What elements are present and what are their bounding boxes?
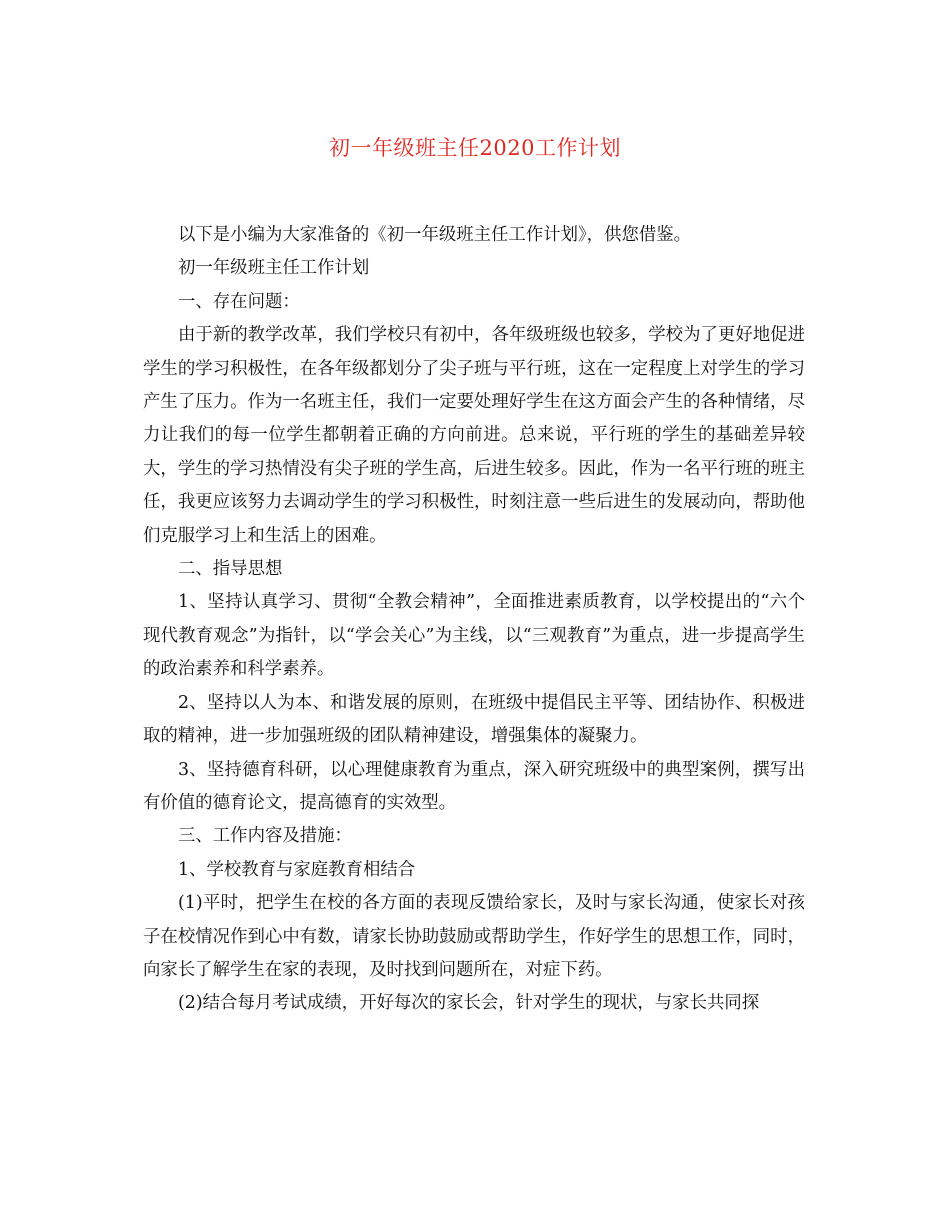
paragraph-subtitle: 初一年级班主任工作计划 bbox=[178, 258, 370, 279]
document-title: 初一年级班主任2020工作计划 bbox=[329, 136, 621, 160]
paragraph-intro: 以下是小编为大家准备的《初一年级班主任工作计划》，供您借鉴。 bbox=[178, 225, 692, 245]
paragraph-guiding-3: 3、坚持德育科研，以心理健康教育为重点，深入研究班级中的典型案例，撰写出有价值的德育论文，提高德育的实效型。 bbox=[143, 759, 805, 813]
paragraph-measure-1: (1)平时，把学生在校的各方面的表现反馈给家长，及时与家长沟通，使家长对孩子在校情况作到心中有数，请家长协助鼓励或帮助学生，作好学生的思想工作，同时，向家长了解学生在家的表现，及时找到问题所在，对症下药。 bbox=[143, 893, 805, 980]
subheading-school-family: 1、学校教育与家庭教育相结合 bbox=[178, 859, 416, 880]
paragraph-guiding-2: 2、坚持以人为本、和谐发展的原则，在班级中提倡民主平等、团结协作、积极进取的精神，进一步加强班级的团队精神建设，增强集体的凝聚力。 bbox=[143, 692, 805, 747]
section-heading-problems: 一、存在问题： bbox=[178, 291, 300, 312]
paragraph-guiding-1: 1、坚持认真学习、贯彻“全教会精神”，全面推进素质教育，以学校提出的“六个现代教育观念”为指针，以“学会关心”为主线，以“三观教育”为重点，进一步提高学生的政治素养和科学素养。 bbox=[143, 592, 805, 680]
paragraph-measure-2: (2)结合每月考试成绩，开好每次的家长会，针对学生的现状，与家长共同探 bbox=[178, 993, 760, 1014]
paragraph-problems: 由于新的教学改革，我们学校只有初中，各年级班级也较多，学校为了更好地促进学生的学习积极性，在各年级都划分了尖子班与平行班，这在一定程度上对学生的学习产生了压力。作为一名班主任，我们一定要处理好学生在这方面会产生的各种情绪，尽力让我们的每一位学生都朝着正确的方向前进。总来说，平行班的学生的基础差异较大，学生的学习热情没有尖子班的学生高，后进生较多。因此，作为一名平行班的班主任，我更应该努力去调动学生的学习积极性，时刻注意一些后进生的发展动向，帮助他们克服学习上和生活上的困难。 bbox=[143, 325, 805, 546]
document-body bbox=[143, 219, 805, 1021]
section-heading-guiding-ideas: 二、指导思想 bbox=[178, 559, 283, 580]
section-heading-measures: 三、工作内容及措施： bbox=[178, 826, 352, 847]
